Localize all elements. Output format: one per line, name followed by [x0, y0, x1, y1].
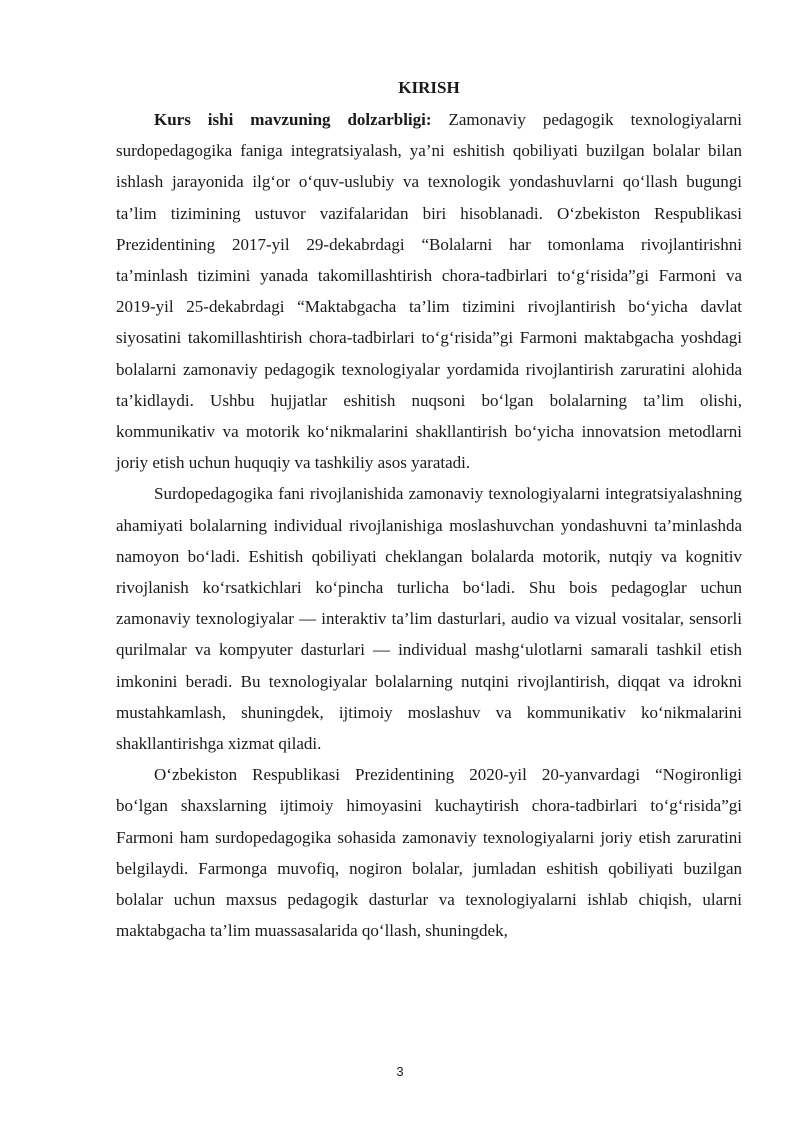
paragraph-text: Zamonaviy pedagogik texnologiyalarni surdopedagogika faniga integratsiyalash, ya’ni eshitish qobiliyati buzilgan bolalar bilan ishlash jarayonida ilg‘or o‘quv-uslubiy va texnologik yondashuvlarni qo‘llash bugungi ta’lim tizimining ustuvor vazifalaridan biri hisoblanadi. O‘zbekiston Respublikasi Prezidentining 2017-yil 29-dekabrdagi “Bolalarni har tomonlama rivojlantirishni ta’minlash tizimini yanada takomillashtirish chora-tadbirlari to‘g‘risida”gi Farmoni va 2019-yil 25-dekabrdagi “Maktabgacha ta’lim tizimini rivojlantirish bo‘yicha davlat siyosatini takomillashtirish chora-tadbirlari to‘g‘risida”gi Farmoni maktabgacha yoshdagi bolalarni zamonaviy pedagogik texnologiyalar yordamida rivojlantirish zaruratini alohida ta’kidlaydi. Ushbu hujjatlar eshitish nuqsoni bo‘lgan bolalarning ta’lim olishi, kommunikativ va motorik ko‘nikmalarini shakllantirish bo‘yicha innovatsion metodlarni joriy etish uchun huquqiy va tashkiliy asos yaratadi.	[116, 110, 743, 473]
paragraph-text: Surdopedagogika fani rivojlanishida zamonaviy texnologiyalarni integratsiyalashning ahamiyati bolalarning individual rivojlanishiga moslashuvchan yondashuvni ta’minlashda namoyon bo‘ladi. Eshitish qobiliyati cheklangan bolalarda motorik, nutqiy va kognitiv rivojlanish ko‘rsatkichlari ko‘pincha turlicha bo‘ladi. Shu bois pedagoglar uchun zamonaviy texnologiyalar — interaktiv ta’lim dasturlari, audio va vizual vositalar, sensorli qurilmalar va kompyuter dasturlari — individual mashg‘ulotlarni samarali tashkil etish imkonini beradi. Bu texnologiyalar bolalarning nutqini rivojlantirish, diqqat va idrokni mustahkamlash, shuningdek, ijtimoiy moslashuv va kommunikativ ko‘nikmalarini shakllantirishga xizmat qiladi.	[116, 484, 742, 754]
page-body	[116, 72, 742, 946]
paragraph-integration	[116, 478, 742, 759]
page-number: 3	[396, 1064, 404, 1079]
paragraph-relevance	[116, 104, 742, 478]
paragraph-decree	[116, 759, 742, 946]
paragraph-lead: Kurs ishi mavzuning dolzarbligi:	[154, 110, 432, 129]
section-heading: KIRISH	[398, 78, 460, 97]
paragraph-text: O‘zbekiston Respublikasi Prezidentining 2020-yil 20-yanvardagi “Nogironligi bo‘lgan shaxslarning ijtimoiy himoyasini kuchaytirish chora-tadbirlari to‘g‘risida”gi Farmoni ham surdopedagogika sohasida zamonaviy texnologiyalarni joriy etish zaruratini belgilaydi. Farmonga muvofiq, nogiron bolalar, jumladan eshitish qobiliyati buzilgan bolalar uchun maxsus pedagogik dasturlar va texnologiyalarni ishlab chiqish, ularni maktabgacha ta’lim muassasalarida qo‘llash, shuningdek,	[116, 765, 742, 941]
